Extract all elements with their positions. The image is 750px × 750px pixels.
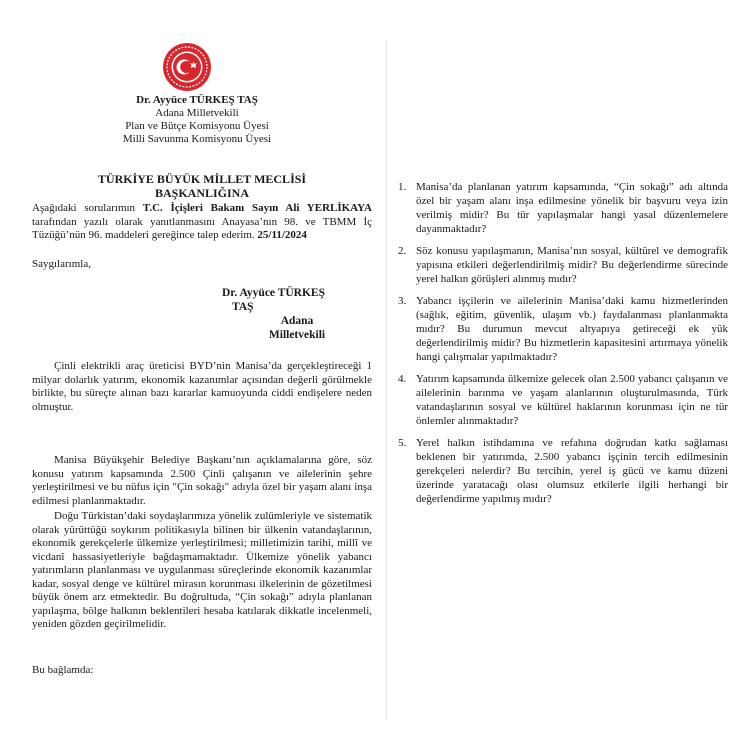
letter-page-left bbox=[22, 30, 377, 720]
letter-page-right bbox=[398, 30, 728, 720]
body-paragraph: Çinli elektrikli araç üreticisi BYD’nin Manisa’da gerçekleştireceği 1 milyar dolarlık yatırım, ekonomik kazanımlar açısından değerli görülmekle birlikte, bu süreçte alınan bazı kararlar kamuoyunda ciddi endişelere neden olmuştur. bbox=[32, 360, 372, 413]
question-text: Yatırım kapsamında ülkemize gelecek olan 2.500 yabancı çalışanın ve ailelerinin barınma ve yaşam alanlarının oluşturulmasında, Türk vatandaşlarının sosyal ve kültürel haklarının korunması için ne tür önlemler alınmaktadır? bbox=[416, 373, 728, 427]
question-item bbox=[398, 436, 728, 506]
body-paragraph: Manisa Büyükşehir Belediye Başkanı’nın açıklamalarına göre, söz konusu yatırım kapsamında 2.500 Çinli çalışanın ve ailelerinin şehre yerleştirilmesi ve bu nüfus için "Çin sokağı" adıyla özel bir yaşam alanı inşa edilmesi planlanmaktadır. bbox=[32, 454, 372, 507]
regards-text: Saygılarımla, bbox=[32, 258, 91, 270]
intro-paragraph bbox=[32, 202, 372, 243]
signature-block bbox=[222, 286, 372, 342]
recipient-line: TÜRKİYE BÜYÜK MİLLET MECLİSİ bbox=[97, 172, 307, 186]
question-item bbox=[398, 372, 728, 428]
question-number: 4. bbox=[398, 373, 407, 385]
request-date: 25/11/2024 bbox=[257, 229, 307, 241]
sender-line: Milli Savunma Komisyonu Üyesi bbox=[122, 133, 272, 145]
question-number: 5. bbox=[398, 437, 407, 449]
signature-line: Adana bbox=[280, 315, 314, 327]
question-number: 1. bbox=[398, 181, 407, 193]
body-paragraph: Doğu Türkistan’daki soydaşlarımıza yönelik zulümleriyle ve sistematik olarak yürüttüğü soykırım politikasıyla bilinen bir ülkenin vatandaşlarının, ekonomik gerekçelerle ülkemize yerleştirilmesi; milletimizin tarihi, millî ve vicdanî hassasiyetleriyle bağdaşmamaktadır. Ülkemize yönelik yabancı yatırımların planlanması ve uygulanması süreçlerinde ekonomik kazanımlar kadar, sosyal denge ve kültürel mirasın korunması ilkelerinin de gözetilmesi büyük önem arz etmektedir. Bu doğrultuda, “Çin sokağı” adıyla planlanan yapılaşma, bölge halkının beklentileri hesaba katılarak dikkatle incelenmeli, yeniden gözden geçirilmelidir. bbox=[32, 510, 372, 630]
signature-line: TAŞ bbox=[232, 301, 254, 313]
intro-pre: Aşağıdaki sorularımın bbox=[32, 202, 143, 214]
questions-list bbox=[398, 180, 728, 514]
sender-block bbox=[82, 94, 312, 146]
recipient-block bbox=[62, 172, 342, 200]
question-text: Yerel halkın istihdamına ve refahına doğrudan katkı sağlaması beklenen bir yatırımda, 2.500 yabancı işçinin tercih edilmesinin gerekçeleri nelerdir? Bu tercihin, yerel iş gücü ve kamu düzeni üzerinde yaratacağı olası olumsuz etkilerle ilgili herhangi bir değerlendirme yapılmış mıdır? bbox=[416, 437, 728, 505]
sender-line: Adana Milletvekili bbox=[155, 107, 239, 119]
question-text: Yabancı işçilerin ve ailelerinin Manisa’daki kamu hizmetlerinden (sağlık, eğitim, güvenlik, ulaşım vb.) faydalanması planlanmakta mıdır? Bu durumun mevcut altyapıya getireceği ek yük değerlendirilmiş midir? Bu hizmetlerin kapasitesini artırmaya yönelik hangi çalışmalar yapılmaktadır? bbox=[416, 295, 728, 363]
question-item bbox=[398, 244, 728, 286]
question-item bbox=[398, 180, 728, 236]
closing-text: Bu bağlamda: bbox=[32, 664, 94, 676]
page-divider bbox=[386, 40, 387, 720]
intro-mid: tarafından yazılı olarak yanıtlanmasını Anayasa’nın 98. ve TBMM İç Tüzüğü’nün 96. maddeleri gereğince talep ederim. bbox=[32, 215, 372, 241]
question-item bbox=[398, 294, 728, 364]
question-number: 3. bbox=[398, 295, 407, 307]
sender-line: Plan ve Bütçe Komisyonu Üyesi bbox=[125, 120, 269, 132]
question-number: 2. bbox=[398, 245, 407, 257]
signature-line: Milletvekili bbox=[268, 329, 326, 341]
recipient-line: BAŞKANLIĞINA bbox=[154, 186, 250, 200]
question-text: Söz konusu yapılaşmanın, Manisa’nın sosyal, kültürel ve demografik yapısına etkileri değerlendirilmiş midir? Bu değerlendirme sürecinde yerel halkın görüşleri alınmış mıdır? bbox=[416, 245, 728, 285]
tbmm-seal-logo bbox=[162, 42, 212, 92]
minister-name: T.C. İçişleri Bakanı Sayın Ali YERLİKAYA bbox=[142, 202, 372, 214]
sender-name: Dr. Ayyüce TÜRKEŞ TAŞ bbox=[136, 94, 258, 106]
signature-line: Dr. Ayyüce TÜRKEŞ bbox=[222, 287, 325, 299]
question-text: Manisa’da planlanan yatırım kapsamında, “Çin sokağı” adı altında özel bir yaşam alanı inşa edilmesine yönelik bir başvuru veya izin verilmiş midir? Bu tür yapılaşmalar hangi yasal düzenlemelere dayanmaktadır? bbox=[416, 181, 728, 235]
